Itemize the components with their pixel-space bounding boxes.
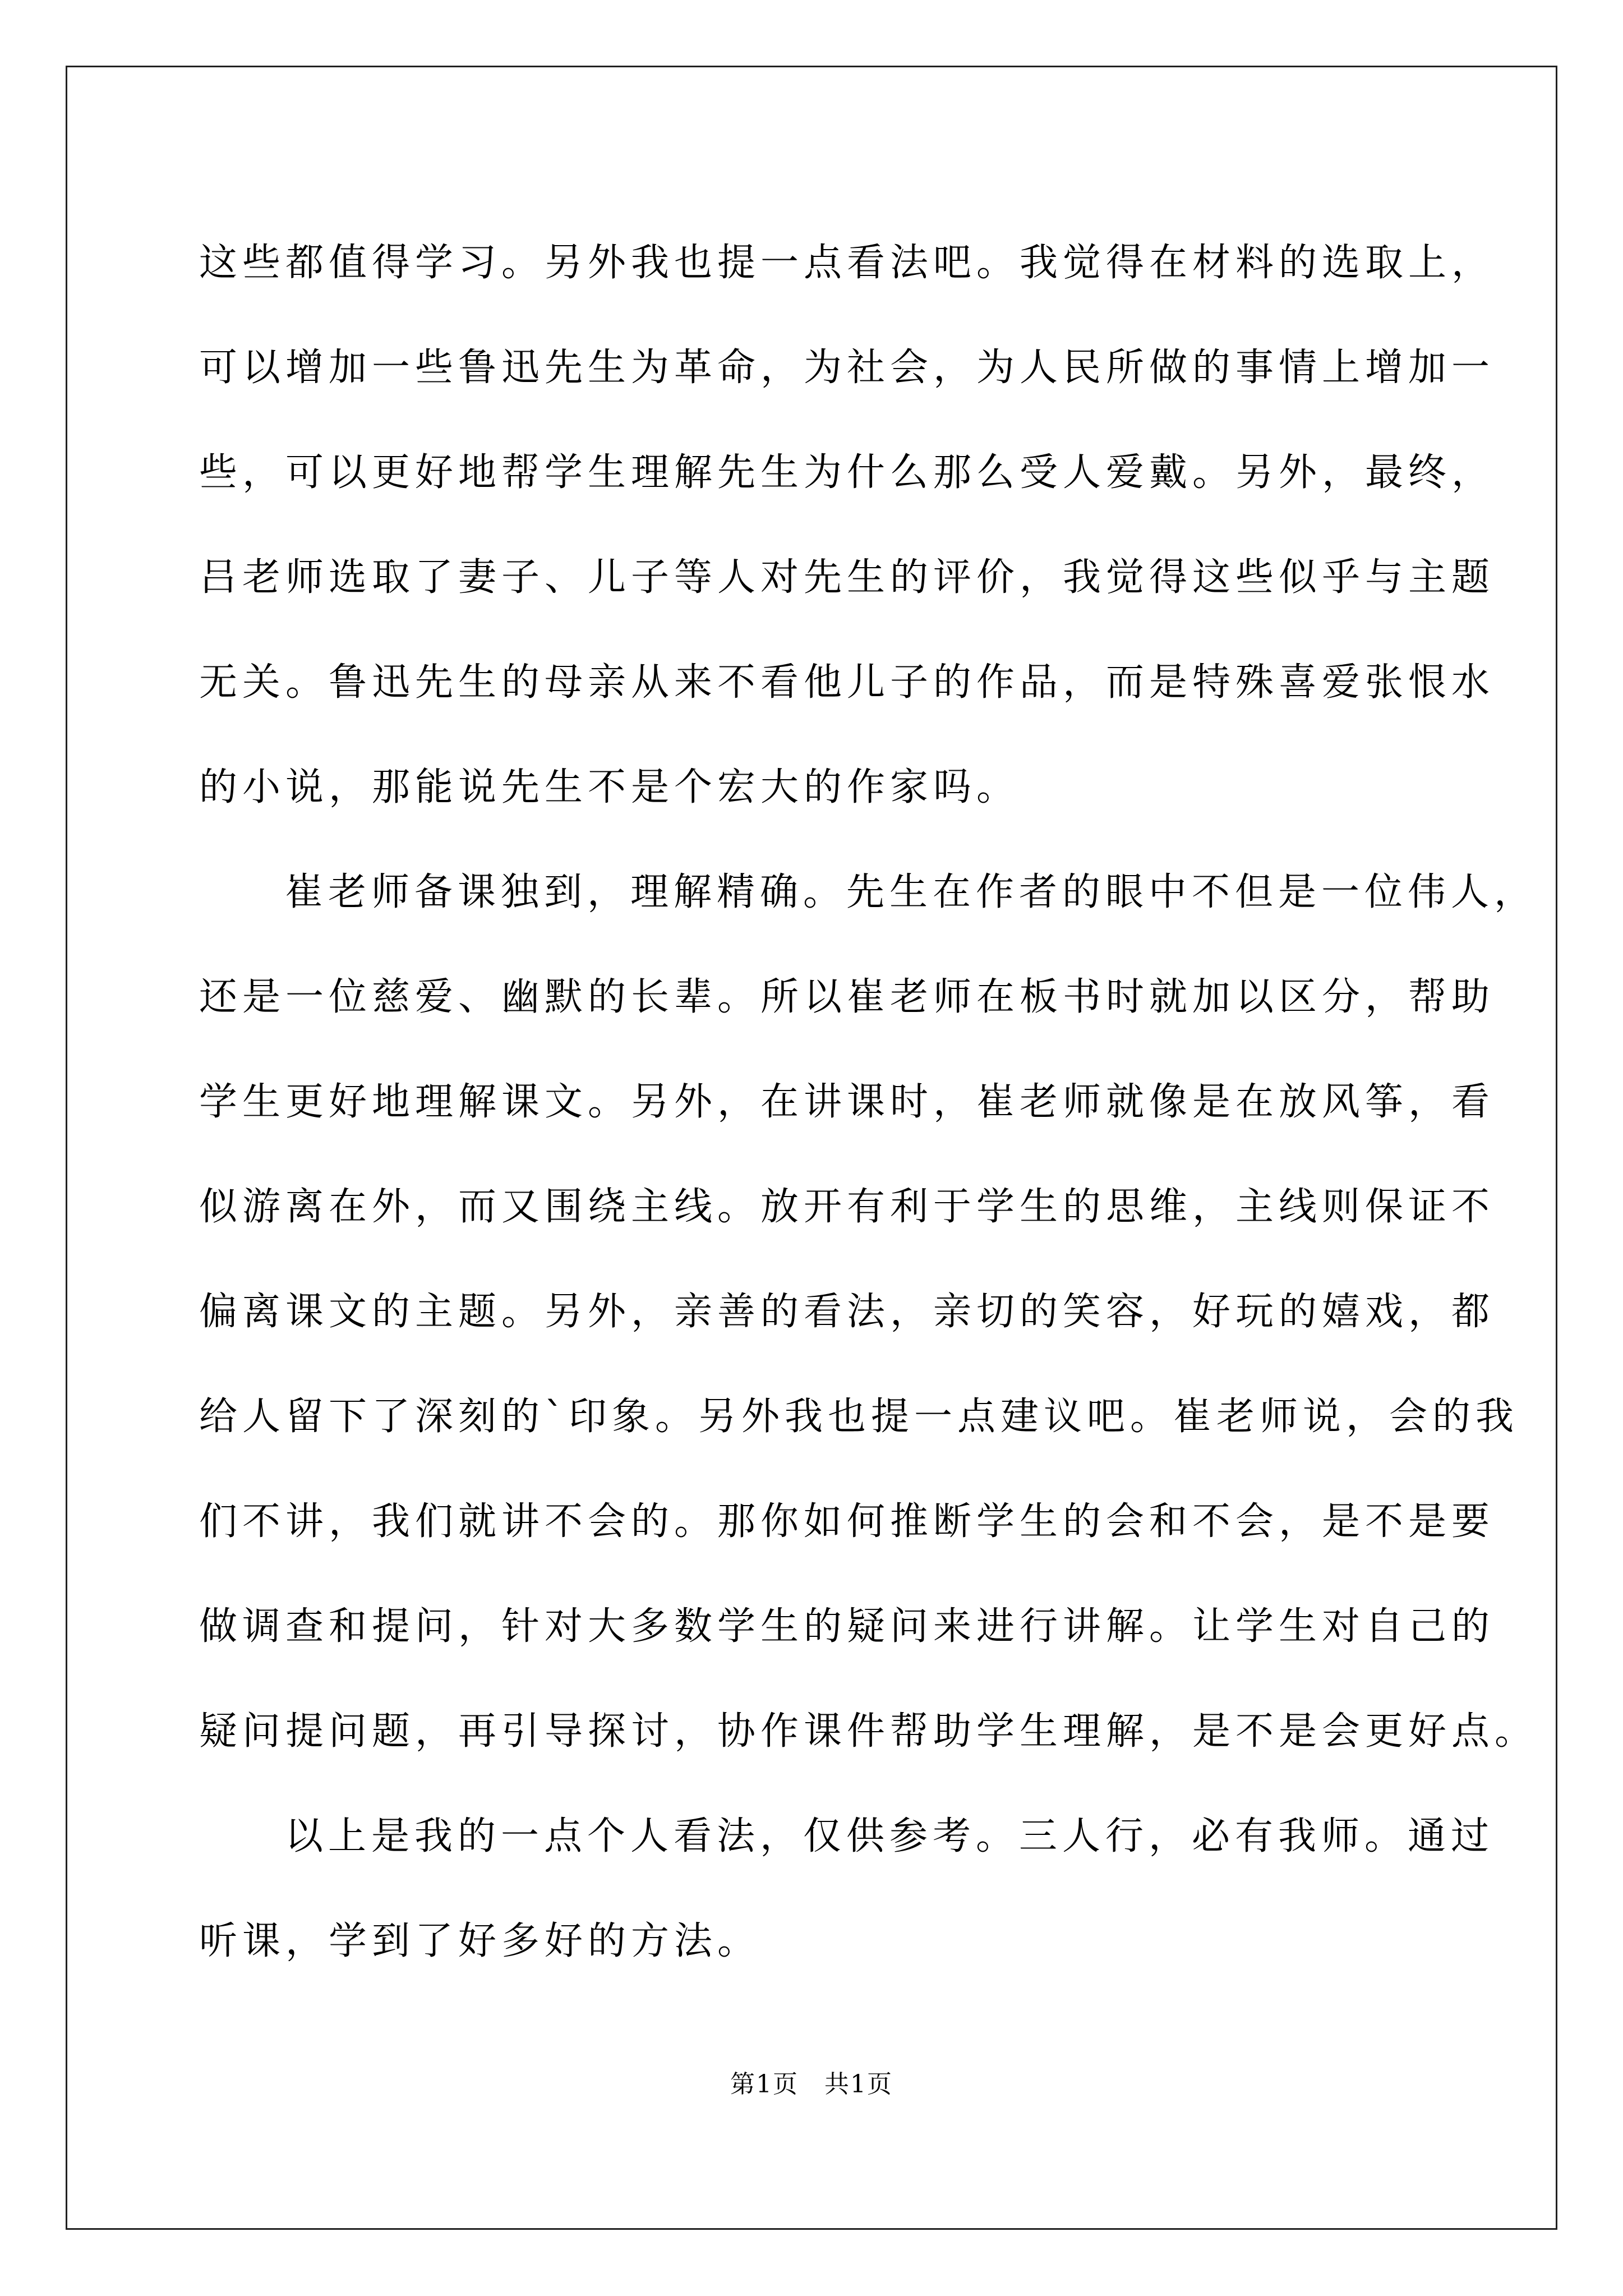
text-line: 无关。鲁迅先生的母亲从来不看他儿子的作品，而是特殊喜爱张恨水 xyxy=(199,660,1495,705)
text-line: 学生更好地理解课文。另外，在讲课时，崔老师就像是在放风筝，看 xyxy=(199,1080,1495,1124)
text-line: 吕老师选取了妻子、儿子等人对先生的评价，我觉得这些似乎与主题 xyxy=(199,555,1495,600)
paragraph-start-line: 以上是我的一点个人看法，仅供参考。三人行，必有我师。通过 xyxy=(285,1814,1495,1858)
page-number-footer: 第1页 共1页 xyxy=(730,2070,893,2099)
text-line: 还是一位慈爱、幽默的长辈。所以崔老师在板书时就加以区分，帮助 xyxy=(199,975,1495,1019)
text-line: 疑问提问题，再引导探讨，协作课件帮助学生理解，是不是会更好点。 xyxy=(199,1709,1538,1754)
text-line: 们不讲，我们就讲不会的。那你如何推断学生的会和不会，是不是要 xyxy=(199,1499,1495,1544)
text-line: 偏离课文的主题。另外，亲善的看法，亲切的笑容，好玩的嬉戏，都 xyxy=(199,1290,1495,1334)
text-line: 给人留下了深刻的`印象。另外我也提一点建议吧。崔老师说，会的我 xyxy=(199,1395,1519,1439)
text-line: 听课，学到了好多好的方法。 xyxy=(199,1919,761,1963)
text-line: 做调查和提问，针对大多数学生的疑问来进行讲解。让学生对自己的 xyxy=(199,1604,1495,1649)
document-body xyxy=(199,210,1538,1994)
text-line: 似游离在外，而又围绕主线。放开有利于学生的思维，主线则保证不 xyxy=(199,1185,1495,1229)
paragraph-start-line: 崔老师备课独到，理解精确。先生在作者的眼中不但是一位伟人， xyxy=(285,870,1538,914)
text-line: 这些都值得学习。另外我也提一点看法吧。我觉得在材料的选取上， xyxy=(199,241,1495,285)
text-line: 可以增加一些鲁迅先生为革命，为社会，为人民所做的事情上增加一 xyxy=(199,346,1495,390)
text-line: 的小说，那能说先生不是个宏大的作家吗。 xyxy=(199,765,1020,809)
text-line: 些，可以更好地帮学生理解先生为什么那么受人爱戴。另外，最终， xyxy=(199,450,1495,495)
